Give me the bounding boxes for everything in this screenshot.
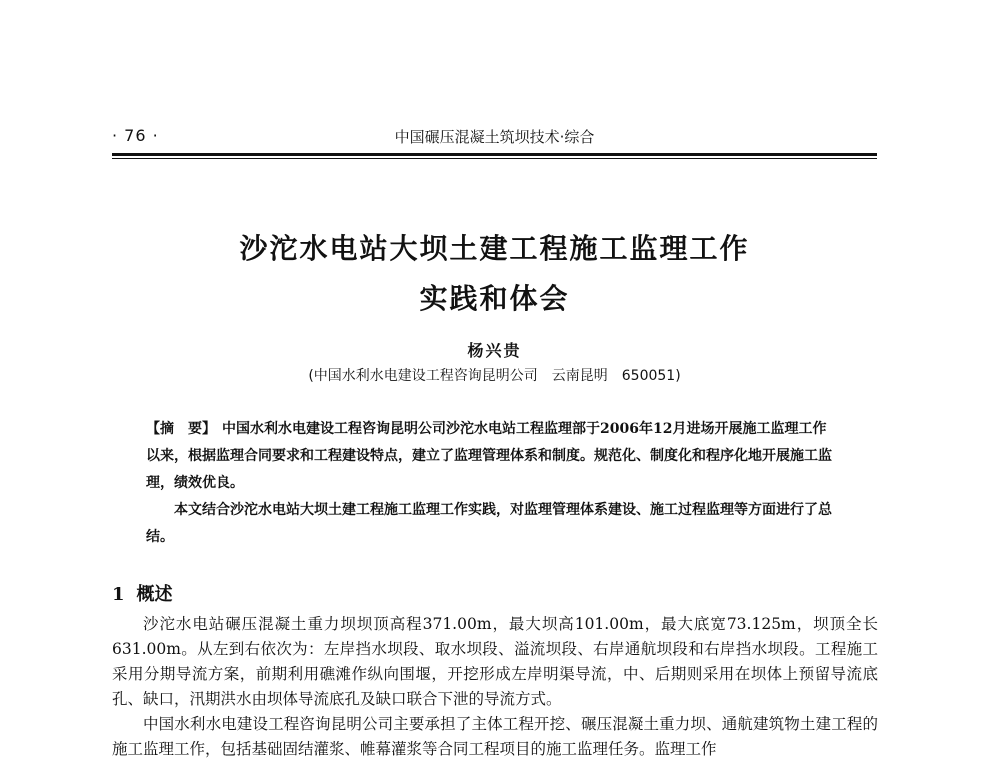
- body-paragraph-2: 中国水利水电建设工程咨询昆明公司主要承担了主体工程开挖、碾压混凝土重力坝、通航建筑物土建工程的施工监理工作，包括基础固结灌浆、帷幕灌浆等合同工程项目的施工监理任务。监理工作: [112, 715, 878, 758]
- running-title: 中国碾压混凝土筑坝技术·综合: [394, 128, 595, 146]
- abstract-label: 【摘 要】: [146, 421, 216, 437]
- section-title: 概述: [136, 584, 173, 605]
- header-rule-thin: [112, 158, 877, 159]
- article-title-line-2: 实践和体会: [419, 282, 570, 315]
- abstract-text-1: 中国水利水电建设工程咨询昆明公司沙沱水电站工程监理部于2006年12月进场开展施工监理工作以来，根据监理合同要求和工程建设特点，建立了监理管理体系和制度。规范化、制度化和程序化地开展施工监理，绩效优良。: [146, 421, 832, 491]
- abstract-paragraph-1: [146, 416, 836, 497]
- section-number: 1: [112, 584, 125, 605]
- article-title-line-1: 沙沱水电站大坝土建工程施工监理工作: [239, 232, 750, 265]
- page-number: · 76 ·: [112, 126, 159, 145]
- author-name: 杨兴贵: [467, 341, 522, 360]
- abstract: [146, 416, 836, 551]
- section-body: [112, 612, 878, 762]
- page-header: [112, 118, 877, 156]
- abstract-paragraph-2: 本文结合沙沱水电站大坝土建工程施工监理工作实践，对监理管理体系建设、施工过程监理等方面进行了总结。: [146, 502, 832, 545]
- section-heading: [112, 580, 173, 606]
- header-rule-thick: [112, 153, 877, 156]
- body-paragraph-1: 沙沱水电站碾压混凝土重力坝坝顶高程371.00m，最大坝高101.00m，最大底宽73.125m，坝顶全长631.00m。从左到右依次为：左岸挡水坝段、取水坝段、溢流坝段、右岸通航坝段和右岸挡水坝段。工程施工采用分期导流方案，前期利用礁滩作纵向围堰，开挖形成左岸明渠导流，中、后期则采用在坝体上预留导流底孔、缺口，汛期洪水由坝体导流底孔及缺口联合下泄的导流方式。: [112, 615, 878, 708]
- author-affiliation: (中国水利水电建设工程咨询昆明公司 云南昆明 650051): [308, 368, 681, 384]
